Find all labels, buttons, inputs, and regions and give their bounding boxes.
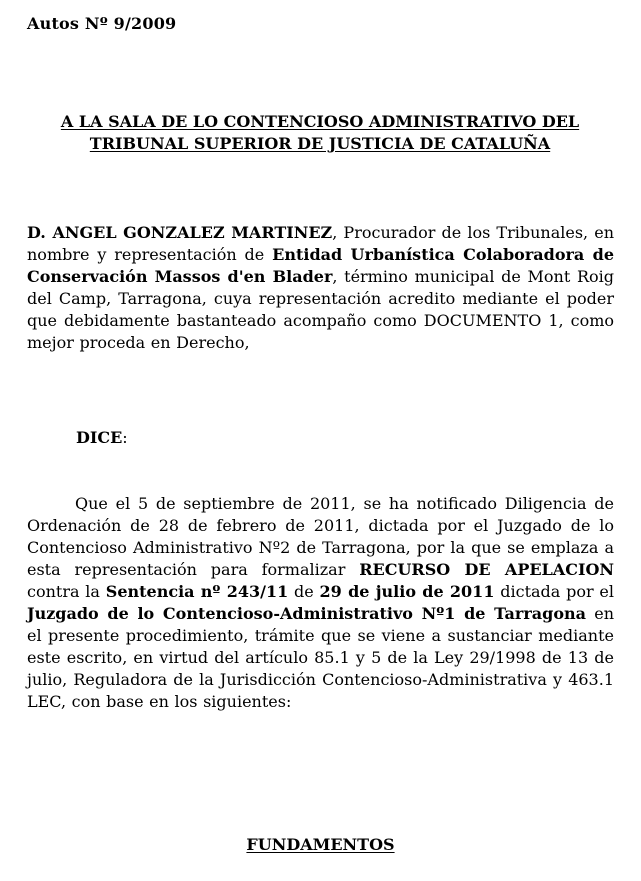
section-heading: FUNDAMENTOS	[246, 835, 395, 854]
body-text-c: de	[288, 582, 320, 601]
intro-text-b: , término municipal de Mont Roig del Camp, Tarragona, cuya representación acredito mediante el poder que debidamente bastanteado acompaño como DOCUMENTO 1, como mejor proceda en Derecho,	[27, 267, 614, 352]
body-text-a: Que el 5 de septiembre de 2011, se ha notificado Diligencia de Ordenación de 28 de febrero de 2011, dictada por el Juzgado de lo Contencioso Administrativo Nº2 de Tarragona, por la que se emplaza a esta representación para formalizar	[27, 494, 614, 579]
court-name: Juzgado de lo Contencioso-Administrativo Nº1 de Tarragona	[27, 604, 587, 623]
body-text-b: contra la	[27, 582, 106, 601]
case-number: Autos Nº 9/2009	[27, 14, 177, 33]
body-text-d: dictada por el	[494, 582, 615, 601]
sentence-number: Sentencia nº 243/11	[105, 582, 289, 601]
sentence-date: 29 de julio de 2011	[319, 582, 495, 601]
body-paragraph	[27, 493, 614, 713]
addressee-heading	[20, 111, 620, 155]
dice-punct: :	[122, 428, 128, 447]
intro-paragraph	[27, 222, 614, 354]
entity-name: Entidad Urbanística Colaboradora de Conservación Massos d'en Blader	[27, 245, 614, 286]
intro-text-a: , Procurador de los Tribunales, en nombre y representación de	[27, 223, 614, 264]
dice-label: DICE	[76, 428, 123, 447]
addressee-line-2: TRIBUNAL SUPERIOR DE JUSTICIA DE CATALUÑA	[89, 134, 551, 153]
addressee-line-1: A LA SALA DE LO CONTENCIOSO ADMINISTRATIVO DEL	[60, 112, 580, 131]
body-text-e: en el presente procedimiento, trámite que se viene a sustanciar mediante este escrito, en virtud del artículo 85.1 y 5 de la Ley 29/1998 de 13 de julio, Reguladora de la Jurisdicción Contencioso-Administrativa y 463.1 LEC, con base en los siguientes:	[27, 604, 615, 711]
dice-heading	[76, 428, 128, 447]
attorney-name: D. ANGEL GONZALEZ MARTINEZ	[27, 223, 333, 242]
appeal-type: RECURSO DE APELACION	[359, 560, 615, 579]
